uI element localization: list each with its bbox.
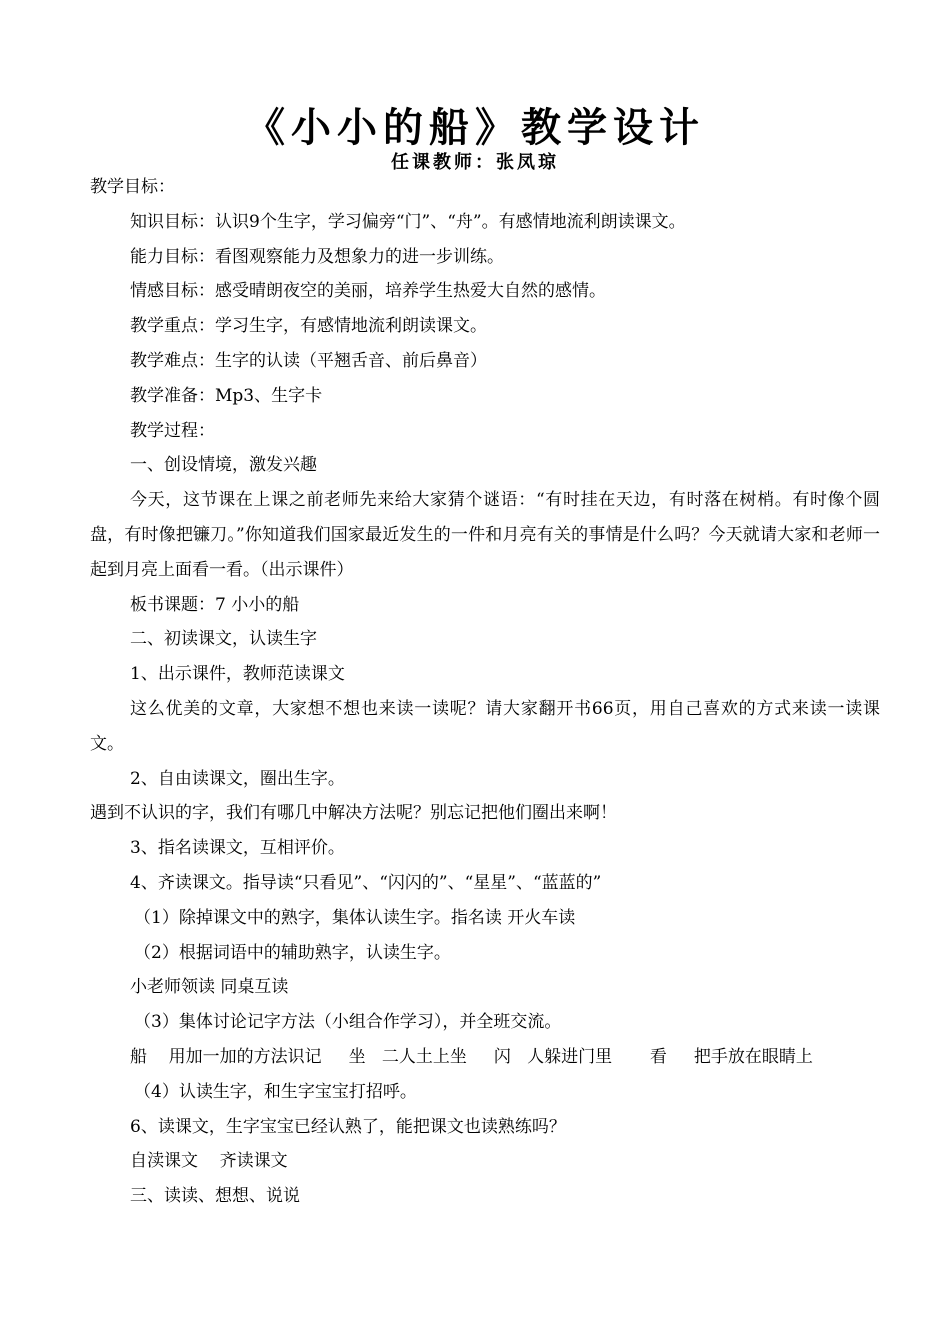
emotion-goal: 情感目标：感受晴朗夜空的美丽，培养学生热爱大自然的感情。: [130, 281, 606, 302]
knowledge-goal: 知识目标：认识9个生字，学习偏旁“门”、“舟”。有感情地流利朗读课文。: [130, 211, 686, 232]
teacher-line: 任课教师：张凤琼: [391, 152, 559, 173]
key-point: 教学重点：学习生字，有感情地流利朗读课文。: [130, 316, 487, 337]
section-2-heading: 二、初读课文，认读生字: [130, 629, 317, 650]
section-1-paragraph: 今天，这节课在上课之前老师先来给大家猜个谜语：“有时挂在天边，有时落在树梢。有时像个圆盘，有时像把镰刀。”你知道我们国家最近发生的一件和月亮有关的事情是什么吗？今天就请大家和老师一起到月亮上面看一看。（出示课件）: [90, 490, 880, 580]
step-2-note: 遇到不认识的字，我们有哪几中解决方法呢？别忘记把他们圈出来啊！: [90, 803, 617, 824]
difficulty: 教学难点：生字的认读（平翘舌音、前后鼻音）: [130, 350, 487, 371]
step-3: 3、指名读课文，互相评价。: [130, 838, 345, 859]
document-body: [90, 170, 880, 1214]
step-2: 2、自由读课文，圈出生字。: [130, 768, 345, 789]
sub-step-3: （3）集体讨论记字方法（小组合作学习），并全班交流。: [134, 1012, 562, 1033]
ability-goal: 能力目标：看图观察能力及想象力的进一步训练。: [130, 246, 504, 267]
process-heading: 教学过程：: [130, 420, 215, 441]
sub-step-3-paragraph: 船 用加一加的方法识记 坐 二人土上坐 闪 人躲进门里 看 把手放在眼睛上: [130, 1046, 813, 1067]
step-6-note: 自渎课文 齐读课文: [130, 1151, 288, 1172]
step-4: 4、齐读课文。指导读“只看见”、“闪闪的”、“星星”、“蓝蓝的”: [130, 872, 602, 893]
document-title: 《小小的船》教学设计: [245, 105, 705, 151]
sub-step-4: （4）认读生字，和生字宝宝打招呼。: [134, 1081, 417, 1102]
sub-step-2: （2）根据词语中的辅助熟字，认读生字。: [134, 942, 451, 963]
section-3-heading: 三、读读、想想、说说: [130, 1186, 300, 1207]
preparation: 教学准备：Mp3、生字卡: [130, 385, 323, 406]
section-1-heading: 一、创设情境，激发兴趣: [130, 455, 317, 476]
goals-heading: 教学目标：: [90, 177, 175, 197]
sub-step-2-note: 小老师领读 同桌互读: [130, 977, 289, 998]
sub-step-1: （1）除掉课文中的熟字，集体认读生字。指名读 开火车读: [134, 907, 576, 928]
step-6: 6、读课文，生字宝宝已经认熟了，能把课文也读熟练吗？: [130, 1116, 566, 1137]
step-1-paragraph: 这么优美的文章，大家想不想也来读一读呢？请大家翻开书66页，用自己喜欢的方式来读一读课文。: [90, 698, 880, 754]
board-title: 板书课题：7 小小的船: [130, 594, 300, 615]
step-1: 1、出示课件，教师范读课文: [130, 664, 345, 685]
